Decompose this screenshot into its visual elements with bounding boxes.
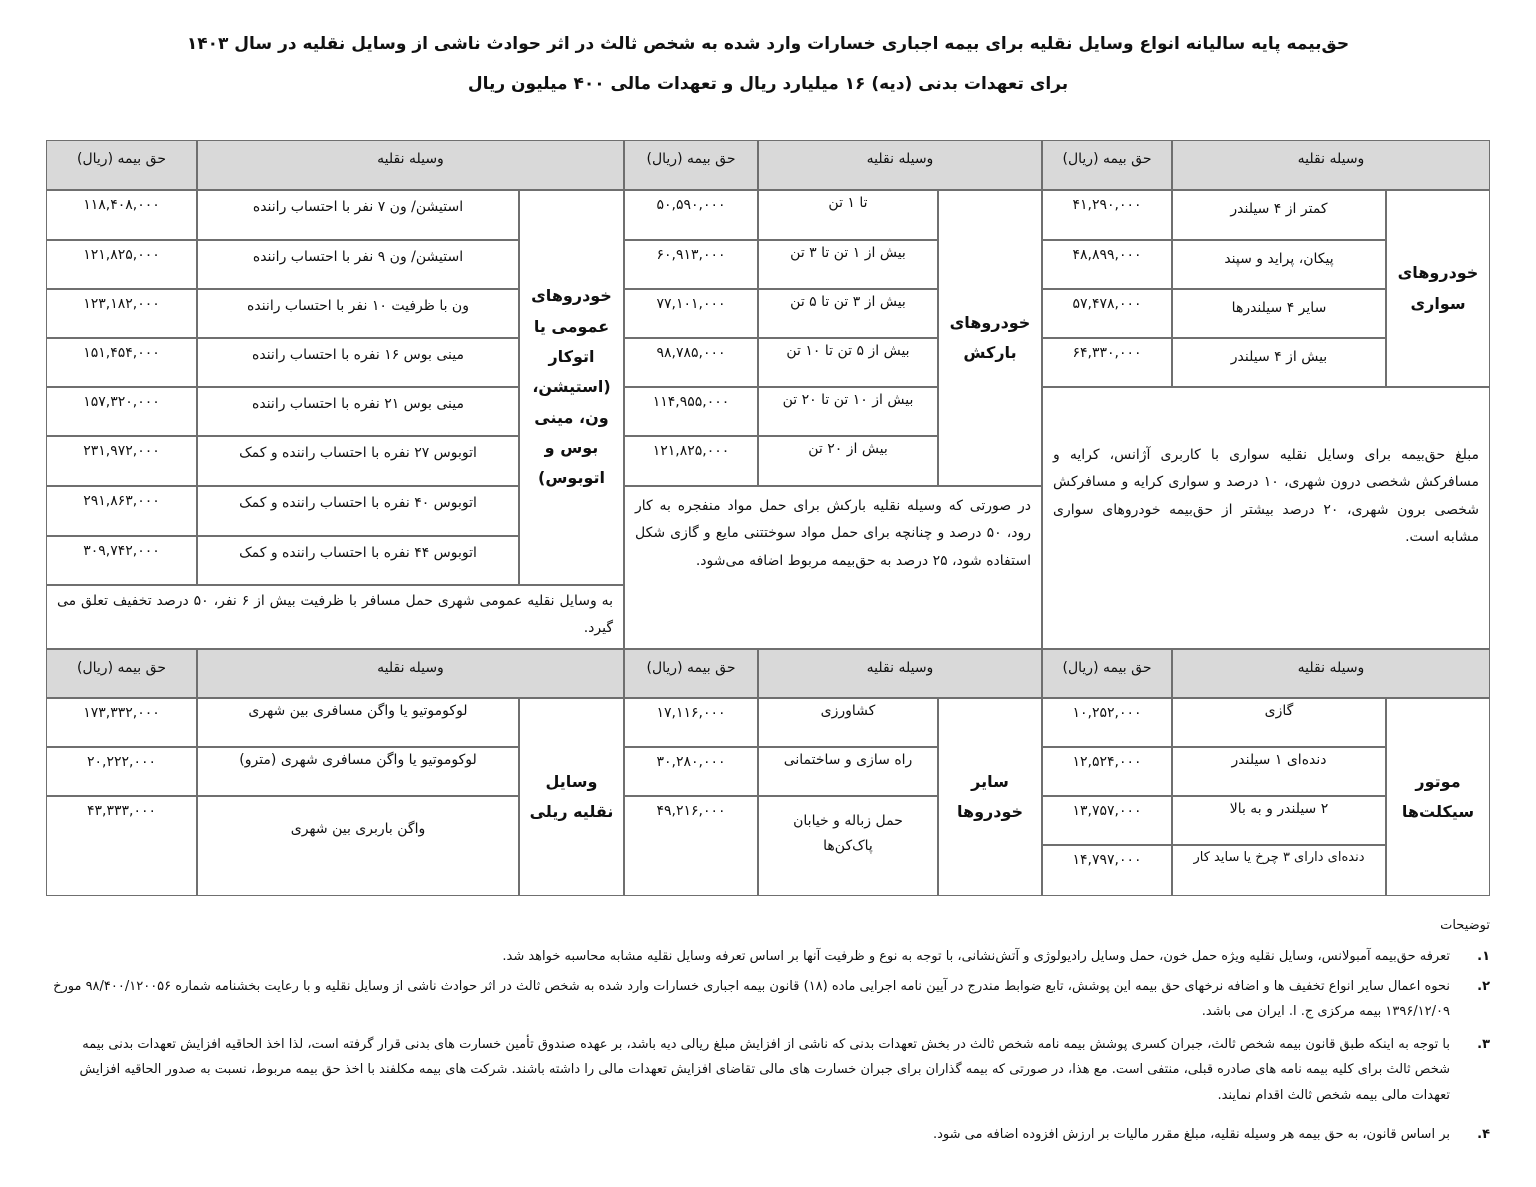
motorcycle-name-1: گازی [1172, 698, 1386, 747]
cargo-price-4: ۹۸,۷۸۵,۰۰۰ [624, 338, 758, 387]
group-rail: وسایل نقلیه ریلی [519, 698, 624, 896]
header-vehicle: وسیله نقلیه [1172, 140, 1490, 190]
cargo-name-6: بیش از ۲۰ تن [758, 436, 938, 486]
header-vehicle: وسیله نقلیه [758, 649, 1042, 698]
header-premium: حق بیمه (ریال) [624, 140, 758, 190]
note-number: ۳. [1477, 1037, 1490, 1052]
passenger-price-4: ۶۴,۳۳۰,۰۰۰ [1042, 338, 1172, 387]
note-item-3 [46, 1032, 1490, 1108]
note-text: تعرفه حق‌بیمه آمبولانس، وسایل نقلیه ویژه حمل خون، حمل وسایل رادیولوژی و آتش‌نشانی، با توجه به نوع و ظرفیت آنها بر اساس تعرفه وسایل نقلیه مشابه محاسبه خواهد شد. [502, 949, 1450, 964]
premium-table [46, 140, 1490, 896]
public-name-4: مینی بوس ۱۶ نفره با احتساب راننده [197, 338, 519, 387]
public-name-6: اتوبوس ۲۷ نفره با احتساب راننده و کمک [197, 436, 519, 486]
cargo-name-3: بیش از ۳ تن تا ۵ تن [758, 289, 938, 338]
group-cargo: خودروهای بارکش [938, 190, 1042, 486]
note-item-4 [46, 1122, 1490, 1147]
group-passenger: خودروهای سواری [1386, 190, 1490, 387]
notes-label: توضیحات [1440, 918, 1490, 933]
public-name-2: استیشن/ ون ۹ نفر با احتساب راننده [197, 240, 519, 289]
motorcycle-price-3: ۱۳,۷۵۷,۰۰۰ [1042, 796, 1172, 845]
motorcycle-name-3: ۲ سیلندر و به بالا [1172, 796, 1386, 845]
motorcycle-price-4: ۱۴,۷۹۷,۰۰۰ [1042, 845, 1172, 896]
rail-price-2: ۲۰,۲۲۲,۰۰۰ [46, 747, 197, 796]
other-price-2: ۳۰,۲۸۰,۰۰۰ [624, 747, 758, 796]
motorcycle-name-4: دنده‌ای دارای ۳ چرخ یا ساید کار [1172, 845, 1386, 896]
cargo-price-1: ۵۰,۵۹۰,۰۰۰ [624, 190, 758, 240]
note-number: ۴. [1477, 1127, 1490, 1142]
public-price-3: ۱۲۳,۱۸۲,۰۰۰ [46, 289, 197, 338]
header-vehicle: وسیله نقلیه [197, 649, 624, 698]
note-text: بر اساس قانون، به حق بیمه هر وسیله نقلیه، مبلغ مقرر مالیات بر ارزش افزوده اضافه می شود. [932, 1127, 1450, 1142]
motorcycle-name-2: دنده‌ای ۱ سیلندر [1172, 747, 1386, 796]
header-premium: حق بیمه (ریال) [1042, 140, 1172, 190]
passenger-price-1: ۴۱,۲۹۰,۰۰۰ [1042, 190, 1172, 240]
other-name-3: حمل زباله و خیابان پاک‌کن‌ها [758, 796, 938, 896]
public-name-8: اتوبوس ۴۴ نفره با احتساب راننده و کمک [197, 536, 519, 585]
note-text: با توجه به اینکه طبق قانون بیمه شخص ثالث، جبران کسری پوشش بیمه نامه شخص ثالث در بخش تعهدات بدنی که ناشی از افزایش مبلغ ریالی دیه باشد، بر عهده صندوق تأمین خسارت های بدنی قرار گرفته است، لذا اخذ الحاقیه افزایش تعهدات بدنی بیمه شخص ثالث برای کلیه بیمه نامه های صادره قبلی، منتفی است. مع هذا، در صورتی که بیمه گذاران برای جبران خسارت های مالی تقاضای افزایش تعهدات مالی را داشته باشند. شرکت های بیمه مکلفند با اخذ حق بیمه مربوط، نسبت به صدور الحاقیه افزایش تعهدات مالی بیمه شخص ثالث اقدام نمایند. [79, 1037, 1450, 1103]
passenger-price-3: ۵۷,۴۷۸,۰۰۰ [1042, 289, 1172, 338]
passenger-name-2: پیکان، پراید و سپند [1172, 240, 1386, 289]
public-price-6: ۲۳۱,۹۷۲,۰۰۰ [46, 436, 197, 486]
public-name-7: اتوبوس ۴۰ نفره با احتساب راننده و کمک [197, 486, 519, 536]
header-premium: حق بیمه (ریال) [624, 649, 758, 698]
public-price-7: ۲۹۱,۸۶۳,۰۰۰ [46, 486, 197, 536]
passenger-name-4: بیش از ۴ سیلندر [1172, 338, 1386, 387]
motorcycle-price-1: ۱۰,۲۵۲,۰۰۰ [1042, 698, 1172, 747]
page-title: حق‌بیمه پایه سالیانه انواع وسایل نقلیه برای بیمه اجباری خسارات وارد شده به شخص ثالث در اثر حوادث ناشی از وسایل نقلیه در سال ۱۴۰۳ [186, 34, 1350, 54]
note-item-2 [46, 974, 1490, 1025]
header-premium: حق بیمه (ریال) [46, 140, 197, 190]
rail-name-3: واگن باربری بین شهری [197, 796, 519, 896]
cargo-price-2: ۶۰,۹۱۳,۰۰۰ [624, 240, 758, 289]
page-subtitle: برای تعهدات بدنی (دیه) ۱۶ میلیارد ریال و تعهدات مالی ۴۰۰ میلیون ریال [467, 74, 1069, 94]
other-price-3: ۴۹,۲۱۶,۰۰۰ [624, 796, 758, 896]
note-text: نحوه اعمال سایر انواع تخفیف ها و اضافه نرخهای حق بیمه این پوشش، تابع ضوابط مندرج در آیین نامه اجرایی ماده (۱۸) قانون بیمه اجباری خسارات وارد شده به شخص ثالث در اثر حوادث ناشی از وسایل نقلیه و با رعایت بخشنامه شماره ۹۸/۴۰۰/۱۲۰۰۵۶ مورخ ۱۳۹۶/۱۲/۰۹ بیمه مرکزی ج. ا. ایران می باشد. [53, 979, 1450, 1020]
rail-price-1: ۱۷۳,۳۳۲,۰۰۰ [46, 698, 197, 747]
passenger-price-2: ۴۸,۸۹۹,۰۰۰ [1042, 240, 1172, 289]
other-name-1: کشاورزی [758, 698, 938, 747]
cargo-name-1: تا ۱ تن [758, 190, 938, 240]
public-price-2: ۱۲۱,۸۲۵,۰۰۰ [46, 240, 197, 289]
rail-name-2: لوکوموتیو یا واگن مسافری شهری (مترو) [197, 747, 519, 796]
rail-price-3: ۴۳,۳۳۳,۰۰۰ [46, 796, 197, 896]
public-name-5: مینی بوس ۲۱ نفره با احتساب راننده [197, 387, 519, 436]
public-name-1: استیشن/ ون ۷ نفر با احتساب راننده [197, 190, 519, 240]
group-public: خودروهای عمومی یا اتوکار (استیشن، ون، مینی بوس و اتوبوس) [519, 190, 624, 585]
public-price-4: ۱۵۱,۴۵۴,۰۰۰ [46, 338, 197, 387]
public-name-3: ون با ظرفیت ۱۰ نفر با احتساب راننده [197, 289, 519, 338]
cargo-price-5: ۱۱۴,۹۵۵,۰۰۰ [624, 387, 758, 436]
public-price-8: ۳۰۹,۷۴۲,۰۰۰ [46, 536, 197, 585]
header-premium: حق بیمه (ریال) [46, 649, 197, 698]
cargo-name-2: بیش از ۱ تن تا ۳ تن [758, 240, 938, 289]
cargo-note: در صورتی که وسیله نقلیه بارکش برای حمل مواد منفجره به کار رود، ۵۰ درصد و چنانچه برای حمل مواد سوختتنی مایع و گازی شکل استفاده شود، ۲۵ درصد به حق‌بیمه مربوط اضافه می‌شود. [624, 486, 1042, 649]
header-vehicle: وسیله نقلیه [197, 140, 624, 190]
passenger-name-1: کمتر از ۴ سیلندر [1172, 190, 1386, 240]
other-price-1: ۱۷,۱۱۶,۰۰۰ [624, 698, 758, 747]
note-item-1 [46, 944, 1490, 969]
header-premium: حق بیمه (ریال) [1042, 649, 1172, 698]
group-motorcycle: موتور سیکلت‌ها [1386, 698, 1490, 896]
header-vehicle: وسیله نقلیه [758, 140, 1042, 190]
cargo-price-6: ۱۲۱,۸۲۵,۰۰۰ [624, 436, 758, 486]
rail-name-1: لوکوموتیو یا واگن مسافری بین شهری [197, 698, 519, 747]
note-number: ۱. [1477, 949, 1490, 964]
cargo-price-3: ۷۷,۱۰۱,۰۰۰ [624, 289, 758, 338]
passenger-name-3: سایر ۴ سیلندرها [1172, 289, 1386, 338]
cargo-name-5: بیش از ۱۰ تن تا ۲۰ تن [758, 387, 938, 436]
note-number: ۲. [1477, 979, 1490, 994]
motorcycle-price-2: ۱۲,۵۲۴,۰۰۰ [1042, 747, 1172, 796]
passenger-note: مبلغ حق‌بیمه برای وسایل نقلیه سواری با کاربری آژانس، کرایه و مسافرکش شخصی درون شهری، ۱۰ درصد و سواری کرایه و مسافرکش شخصی برون شهری، ۲۰ درصد بیشتر از حق‌بیمه خودروهای سواری مشابه است. [1042, 387, 1490, 649]
other-name-2: راه سازی و ساختمانی [758, 747, 938, 796]
public-price-1: ۱۱۸,۴۰۸,۰۰۰ [46, 190, 197, 240]
public-note: به وسایل نقلیه عمومی شهری حمل مسافر با ظرفیت بیش از ۶ نفر، ۵۰ درصد تخفیف تعلق می گیرد. [46, 585, 624, 649]
header-vehicle: وسیله نقلیه [1172, 649, 1490, 698]
public-price-5: ۱۵۷,۳۲۰,۰۰۰ [46, 387, 197, 436]
group-other: سایر خودروها [938, 698, 1042, 896]
cargo-name-4: بیش از ۵ تن تا ۱۰ تن [758, 338, 938, 387]
